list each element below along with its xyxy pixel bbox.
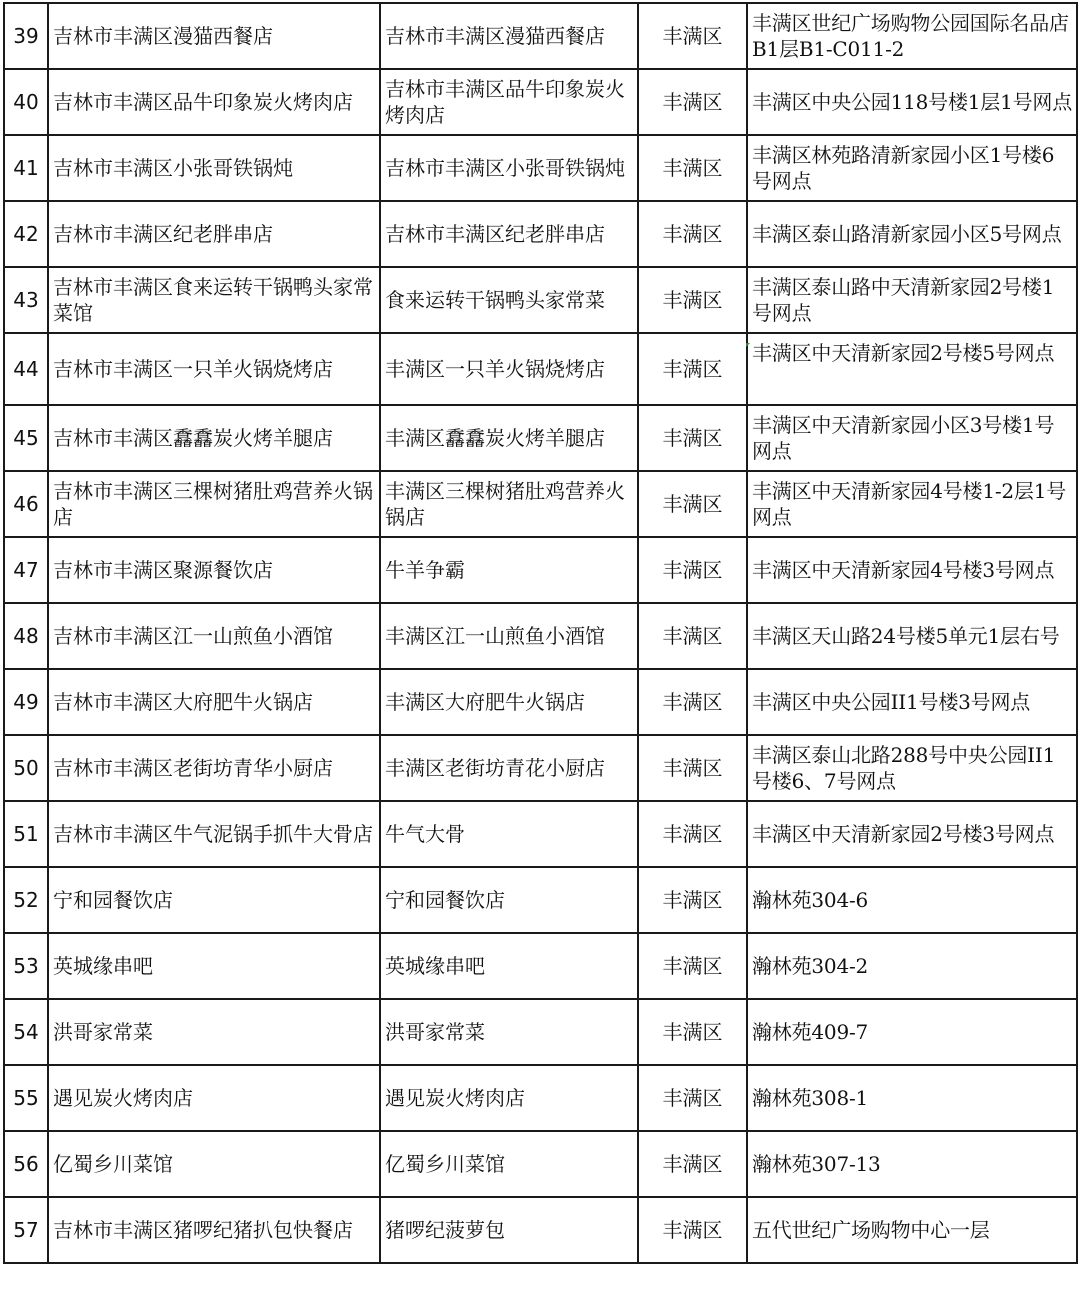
restaurant-table: [3, 2, 1078, 1264]
table-row: [4, 135, 1077, 201]
business-name-cell: 吉林市丰满区老街坊青华小厨店: [48, 735, 380, 801]
address-cell: 丰满区中央公园118号楼1层1号网点: [747, 69, 1077, 135]
business-name-cell: 洪哥家常菜: [48, 999, 380, 1065]
row-number-cell: 43: [4, 267, 48, 333]
shop-sign-name-cell: 丰满区馫馫炭火烤羊腿店: [380, 405, 638, 471]
address-cell: 丰满区天山路24号楼5单元1层右号: [747, 603, 1077, 669]
business-name-cell: 吉林市丰满区食来运转干锅鸭头家常菜馆: [48, 267, 380, 333]
district-cell: 丰满区: [638, 201, 747, 267]
shop-sign-name-cell: 宁和园餐饮店: [380, 867, 638, 933]
address-cell: 丰满区中天清新家园2号楼3号网点: [747, 801, 1077, 867]
table-row: [4, 333, 1077, 405]
address-cell: 瀚林苑308-1: [747, 1065, 1077, 1131]
district-cell: 丰满区: [638, 69, 747, 135]
address-cell: 瀚林苑304-6: [747, 867, 1077, 933]
business-name-cell: 英城缘串吧: [48, 933, 380, 999]
district-cell: 丰满区: [638, 1197, 747, 1263]
table-row: [4, 999, 1077, 1065]
table-row: [4, 669, 1077, 735]
business-name-cell: 吉林市丰满区漫猫西餐店: [48, 3, 380, 69]
row-number-cell: 47: [4, 537, 48, 603]
row-number-cell: 40: [4, 69, 48, 135]
shop-sign-name-cell: 吉林市丰满区纪老胖串店: [380, 201, 638, 267]
row-number-cell: 50: [4, 735, 48, 801]
table-row: [4, 735, 1077, 801]
row-number-cell: 55: [4, 1065, 48, 1131]
row-number-cell: 42: [4, 201, 48, 267]
address-cell: 瀚林苑307-13: [747, 1131, 1077, 1197]
shop-sign-name-cell: 牛羊争霸: [380, 537, 638, 603]
district-cell: 丰满区: [638, 735, 747, 801]
address-cell: 丰满区中天清新家园小区3号楼1号网点: [747, 405, 1077, 471]
district-cell: 丰满区: [638, 603, 747, 669]
table-row: [4, 603, 1077, 669]
district-cell: 丰满区: [638, 867, 747, 933]
table-row: [4, 201, 1077, 267]
table-row: [4, 1197, 1077, 1263]
address-cell: 丰满区中天清新家园2号楼5号网点: [747, 333, 1077, 405]
business-name-cell: 吉林市丰满区猪啰纪猪扒包快餐店: [48, 1197, 380, 1263]
address-cell: 瀚林苑409-7: [747, 999, 1077, 1065]
table-row: [4, 1131, 1077, 1197]
shop-sign-name-cell: 英城缘串吧: [380, 933, 638, 999]
district-cell: 丰满区: [638, 999, 747, 1065]
address-cell: 五代世纪广场购物中心一层: [747, 1197, 1077, 1263]
table-row: [4, 867, 1077, 933]
address-cell: 丰满区中央公园II1号楼3号网点: [747, 669, 1077, 735]
address-cell: 丰满区中天清新家园4号楼3号网点: [747, 537, 1077, 603]
table-row: [4, 1065, 1077, 1131]
shop-sign-name-cell: 吉林市丰满区漫猫西餐店: [380, 3, 638, 69]
row-number-cell: 57: [4, 1197, 48, 1263]
table-row: [4, 801, 1077, 867]
row-number-cell: 41: [4, 135, 48, 201]
district-cell: 丰满区: [638, 801, 747, 867]
row-number-cell: 49: [4, 669, 48, 735]
business-name-cell: 吉林市丰满区纪老胖串店: [48, 201, 380, 267]
business-name-cell: 吉林市丰满区聚源餐饮店: [48, 537, 380, 603]
row-number-cell: 56: [4, 1131, 48, 1197]
shop-sign-name-cell: 丰满区一只羊火锅烧烤店: [380, 333, 638, 405]
row-number-cell: 45: [4, 405, 48, 471]
row-number-cell: 48: [4, 603, 48, 669]
table-row: [4, 933, 1077, 999]
cell-corner-mark: [746, 343, 750, 347]
table-row: [4, 3, 1077, 69]
district-cell: 丰满区: [638, 537, 747, 603]
business-name-cell: 吉林市丰满区江一山煎鱼小酒馆: [48, 603, 380, 669]
shop-sign-name-cell: 猪啰纪菠萝包: [380, 1197, 638, 1263]
district-cell: 丰满区: [638, 669, 747, 735]
shop-sign-name-cell: 亿蜀乡川菜馆: [380, 1131, 638, 1197]
shop-sign-name-cell: 牛气大骨: [380, 801, 638, 867]
address-cell: 丰满区林苑路清新家园小区1号楼6号网点: [747, 135, 1077, 201]
address-cell: 丰满区中天清新家园4号楼1-2层1号网点: [747, 471, 1077, 537]
row-number-cell: 52: [4, 867, 48, 933]
shop-sign-name-cell: 洪哥家常菜: [380, 999, 638, 1065]
address-cell: 丰满区泰山路中天清新家园2号楼1号网点: [747, 267, 1077, 333]
district-cell: 丰满区: [638, 267, 747, 333]
district-cell: 丰满区: [638, 1131, 747, 1197]
business-name-cell: 吉林市丰满区牛气泥锅手抓牛大骨店: [48, 801, 380, 867]
district-cell: 丰满区: [638, 405, 747, 471]
shop-sign-name-cell: 丰满区大府肥牛火锅店: [380, 669, 638, 735]
district-cell: 丰满区: [638, 333, 747, 405]
district-cell: 丰满区: [638, 933, 747, 999]
table-row: [4, 267, 1077, 333]
shop-sign-name-cell: 遇见炭火烤肉店: [380, 1065, 638, 1131]
row-number-cell: 46: [4, 471, 48, 537]
row-number-cell: 51: [4, 801, 48, 867]
district-cell: 丰满区: [638, 471, 747, 537]
business-name-cell: 亿蜀乡川菜馆: [48, 1131, 380, 1197]
shop-sign-name-cell: 丰满区老街坊青花小厨店: [380, 735, 638, 801]
shop-sign-name-cell: 丰满区江一山煎鱼小酒馆: [380, 603, 638, 669]
shop-sign-name-cell: 丰满区三棵树猪肚鸡营养火锅店: [380, 471, 638, 537]
table-row: [4, 405, 1077, 471]
row-number-cell: 53: [4, 933, 48, 999]
table-body: [4, 3, 1077, 1263]
table-row: [4, 537, 1077, 603]
address-cell: 丰满区泰山路清新家园小区5号网点: [747, 201, 1077, 267]
district-cell: 丰满区: [638, 1065, 747, 1131]
shop-sign-name-cell: 吉林市丰满区品牛印象炭火烤肉店: [380, 69, 638, 135]
business-name-cell: 吉林市丰满区一只羊火锅烧烤店: [48, 333, 380, 405]
row-number-cell: 39: [4, 3, 48, 69]
district-cell: 丰满区: [638, 135, 747, 201]
row-number-cell: 44: [4, 333, 48, 405]
row-number-cell: 54: [4, 999, 48, 1065]
business-name-cell: 吉林市丰满区三棵树猪肚鸡营养火锅店: [48, 471, 380, 537]
shop-sign-name-cell: 食来运转干锅鸭头家常菜: [380, 267, 638, 333]
shop-sign-name-cell: 吉林市丰满区小张哥铁锅炖: [380, 135, 638, 201]
business-name-cell: 吉林市丰满区大府肥牛火锅店: [48, 669, 380, 735]
business-name-cell: 吉林市丰满区馫馫炭火烤羊腿店: [48, 405, 380, 471]
business-name-cell: 遇见炭火烤肉店: [48, 1065, 380, 1131]
address-cell: 丰满区泰山北路288号中央公园II1号楼6、7号网点: [747, 735, 1077, 801]
business-name-cell: 吉林市丰满区品牛印象炭火烤肉店: [48, 69, 380, 135]
district-cell: 丰满区: [638, 3, 747, 69]
table-row: [4, 471, 1077, 537]
table-row: [4, 69, 1077, 135]
business-name-cell: 吉林市丰满区小张哥铁锅炖: [48, 135, 380, 201]
address-cell: 瀚林苑304-2: [747, 933, 1077, 999]
business-name-cell: 宁和园餐饮店: [48, 867, 380, 933]
address-cell: 丰满区世纪广场购物公园国际名品店B1层B1-C011-2: [747, 3, 1077, 69]
